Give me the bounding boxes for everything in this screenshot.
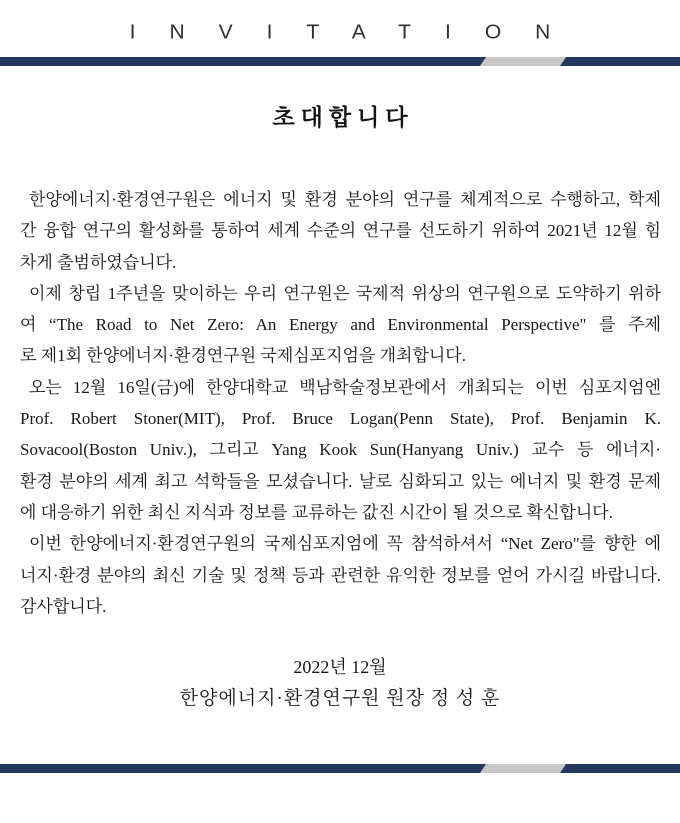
body-line: Prof. Robert Stoner(MIT), Prof. Bruce Logan(Penn State), Prof. Benjamin K.: [20, 409, 661, 429]
closing-date: 2022년 12월: [293, 657, 387, 677]
bottom-divider-bar: [0, 764, 680, 773]
body-line: 차게 출범하였습니다.: [20, 252, 177, 272]
body-line: 너지·환경 분야의 최신 기술 및 정책 등과 관련한 유익한 정보를 얻어 가시길 바랍니다.: [20, 565, 661, 585]
top-divider-accent-segment: [480, 57, 566, 66]
body-line: 이제 창립 1주년을 맞이하는 우리 연구원은 국제적 위상의 연구원으로 도약하기 위하: [29, 283, 661, 303]
closing-signature: 한양에너지·환경연구원 원장 정 성 훈: [179, 688, 501, 709]
body-line: 여 “The Road to Net Zero: An Energy and Environmental Perspective" 를 주제: [20, 315, 661, 335]
body-line: 한양에너지·환경연구원은 에너지 및 환경 분야의 연구를 체계적으로 수행하고, 학제: [29, 190, 661, 209]
body-line: 환경 분야의 세계 최고 석학들을 모셨습니다. 날로 심화되고 있는 에너지 및 환경 문제: [20, 471, 661, 491]
body-line: 로 제1회 한양에너지·환경연구원 국제심포지엄을 개최합니다.: [20, 346, 466, 366]
body-line: 에 대응하기 위한 최신 지식과 정보를 교류하는 값진 시간이 될 것으로 확신합니다.: [20, 502, 613, 522]
body-line: 감사합니다.: [20, 596, 107, 616]
page-title: 초대합니다: [272, 105, 414, 130]
body-line: 이번 한양에너지·환경연구원의 국제심포지엄에 꼭 참석하셔서 “Net Zero"를 향한 에: [29, 534, 661, 554]
invitation-kicker: INVITATION: [129, 21, 585, 44]
body-line: Sovacool(Boston Univ.), 그리고 Yang Kook Sun(Hanyang Univ.) 교수 등 에너지·: [20, 440, 661, 460]
body-line: 오는 12월 16일(금)에 한양대학교 백남학술정보관에서 개최되는 이번 심포지엄엔: [29, 377, 661, 397]
top-divider-bar: [0, 57, 680, 66]
bottom-divider-accent-segment: [480, 764, 566, 773]
invitation-body: [20, 184, 661, 622]
body-line: 간 융합 연구의 활성화를 통하여 세계 수준의 연구를 선도하기 위하여 2021년 12월 힘: [20, 221, 661, 241]
closing-block: [0, 652, 680, 714]
